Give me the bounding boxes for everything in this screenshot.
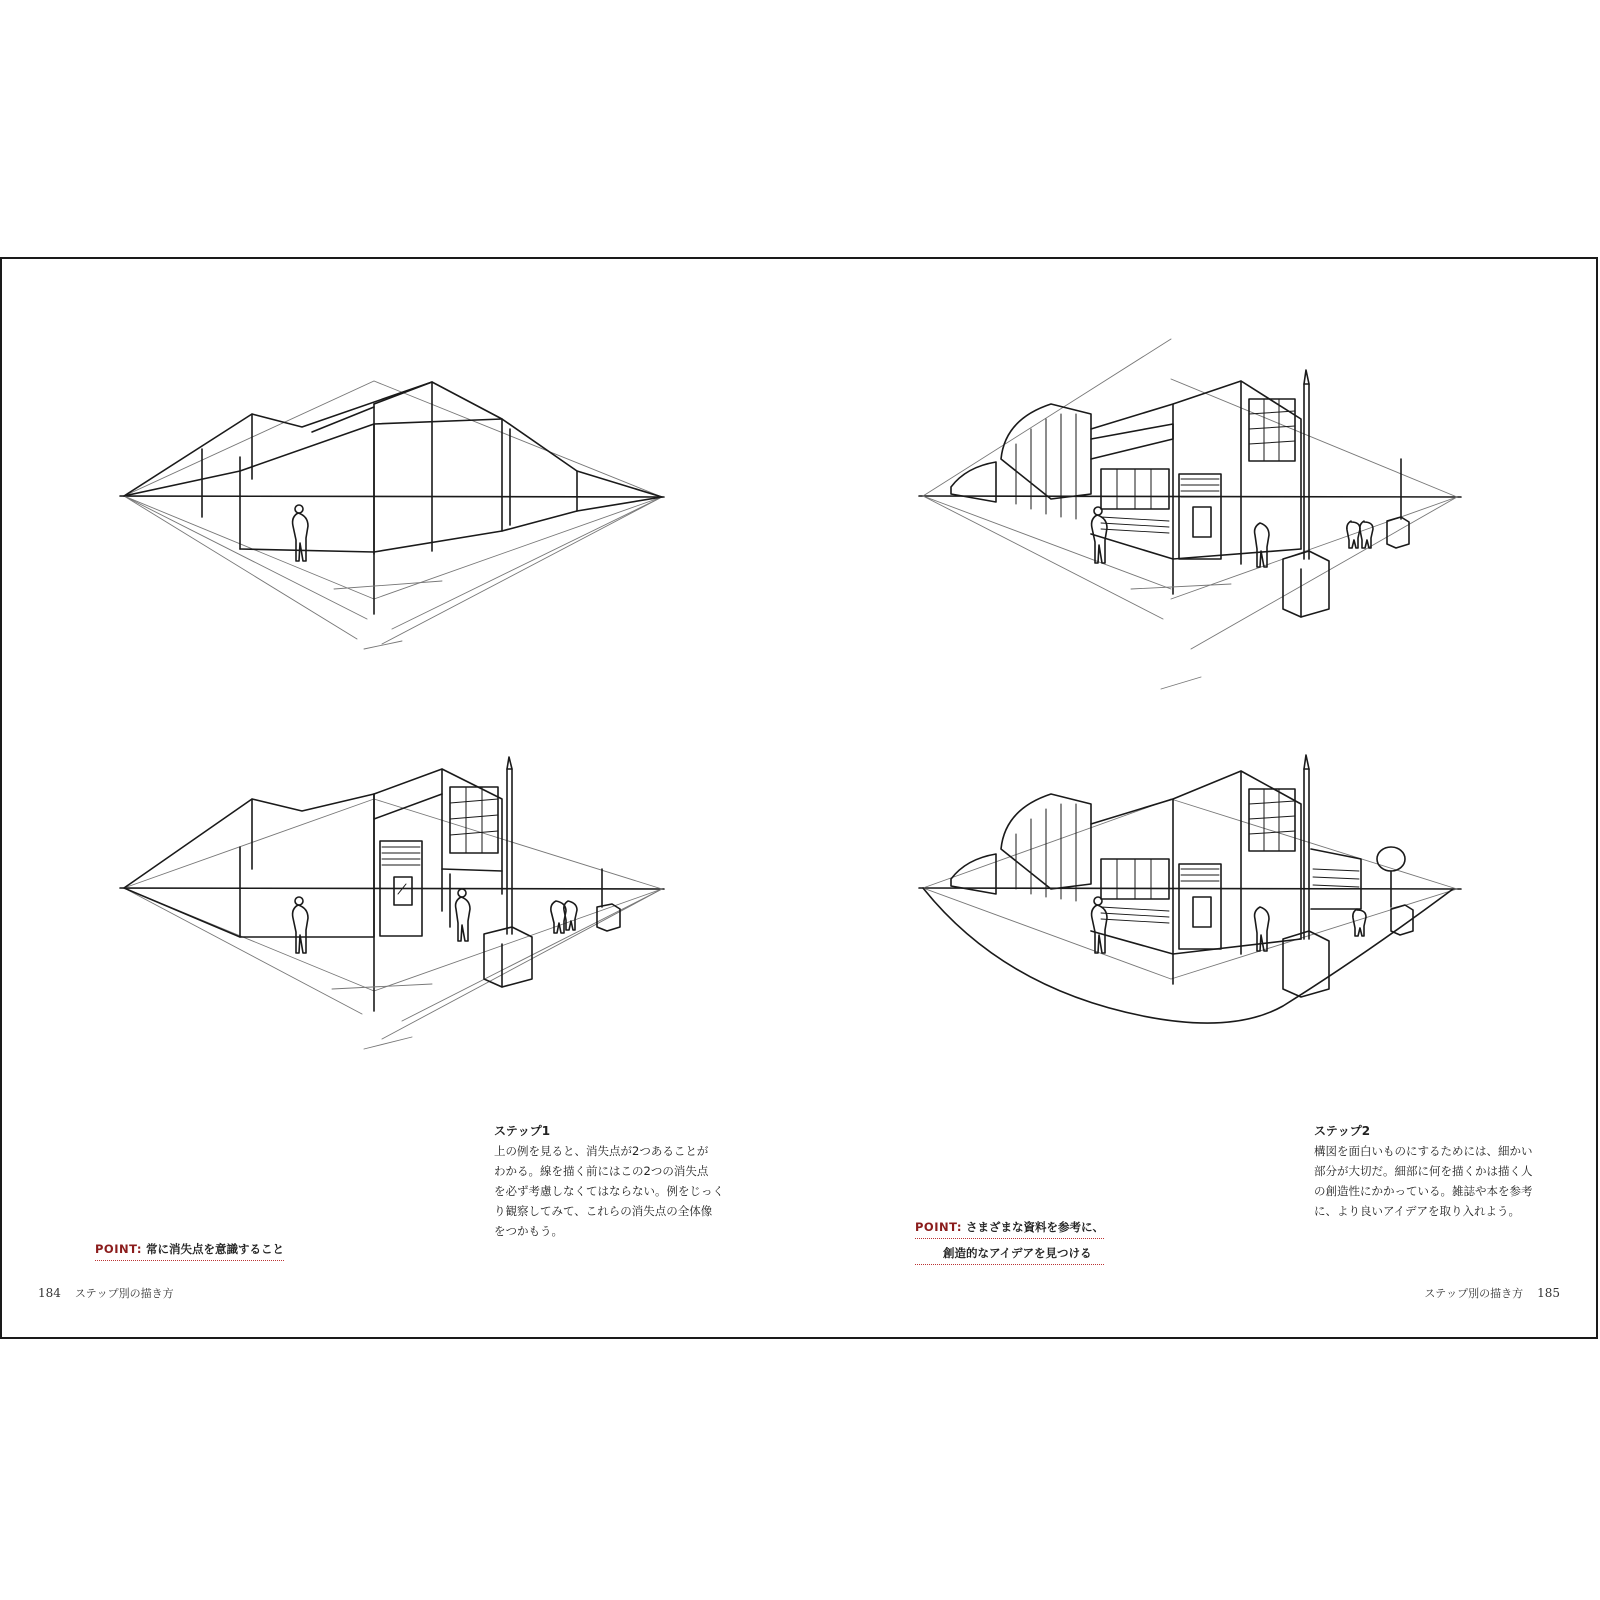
step-1-line: を必ず考慮しなくてはならない。例をじっく: [494, 1184, 724, 1198]
point-callout-right: [915, 1219, 1104, 1265]
perspective-sketch-basic: [2, 259, 801, 679]
page-number: 184: [38, 1286, 61, 1300]
book-spread: [0, 257, 1598, 1339]
point-text: 創造的なアイデアを見つける: [943, 1246, 1092, 1260]
folio-right: [1424, 1285, 1560, 1301]
step-2-text: [1314, 1121, 1584, 1221]
step-2-line: に、より良いアイデアを取り入れよう。: [1314, 1204, 1520, 1218]
step-2-title: ステップ2: [1314, 1124, 1371, 1138]
point-label: POINT:: [95, 1242, 142, 1256]
perspective-sketch-details-added: [2, 759, 801, 1119]
perspective-sketch-completed: [801, 759, 1600, 1119]
running-title: ステップ別の描き方: [1424, 1287, 1524, 1300]
point-line: [95, 1241, 284, 1261]
step-1-title: ステップ1: [494, 1124, 551, 1138]
running-title: ステップ別の描き方: [74, 1287, 174, 1300]
step-1-line: り観察してみて、これらの消失点の全体像: [494, 1204, 713, 1218]
point-text: さまざまな資料を参考に、: [965, 1220, 1104, 1234]
left-page: [2, 259, 801, 1337]
right-page: [801, 259, 1600, 1337]
step-2-line: 構図を面白いものにするためには、細かい: [1314, 1144, 1533, 1158]
point-line: [915, 1219, 1104, 1239]
step-1-line: わかる。線を描く前にはこの2つの消失点: [494, 1164, 709, 1178]
step-1-text: [494, 1121, 754, 1241]
page-number: 185: [1537, 1286, 1560, 1300]
step-1-line: 上の例を見ると、消失点が2つあることが: [494, 1144, 709, 1158]
perspective-sketch-street-detailed: [801, 259, 1600, 719]
folio-left: [38, 1285, 174, 1301]
step-1-line: をつかもう。: [494, 1224, 563, 1238]
point-callout-left: [95, 1241, 284, 1261]
point-text: 常に消失点を意識すること: [145, 1242, 284, 1256]
point-label: POINT:: [915, 1220, 962, 1234]
point-line: [915, 1245, 1104, 1265]
step-2-line: 部分が大切だ。細部に何を描くかは描く人: [1314, 1164, 1533, 1178]
step-2-line: の創造性にかかっている。雑誌や本を参考: [1314, 1184, 1533, 1198]
